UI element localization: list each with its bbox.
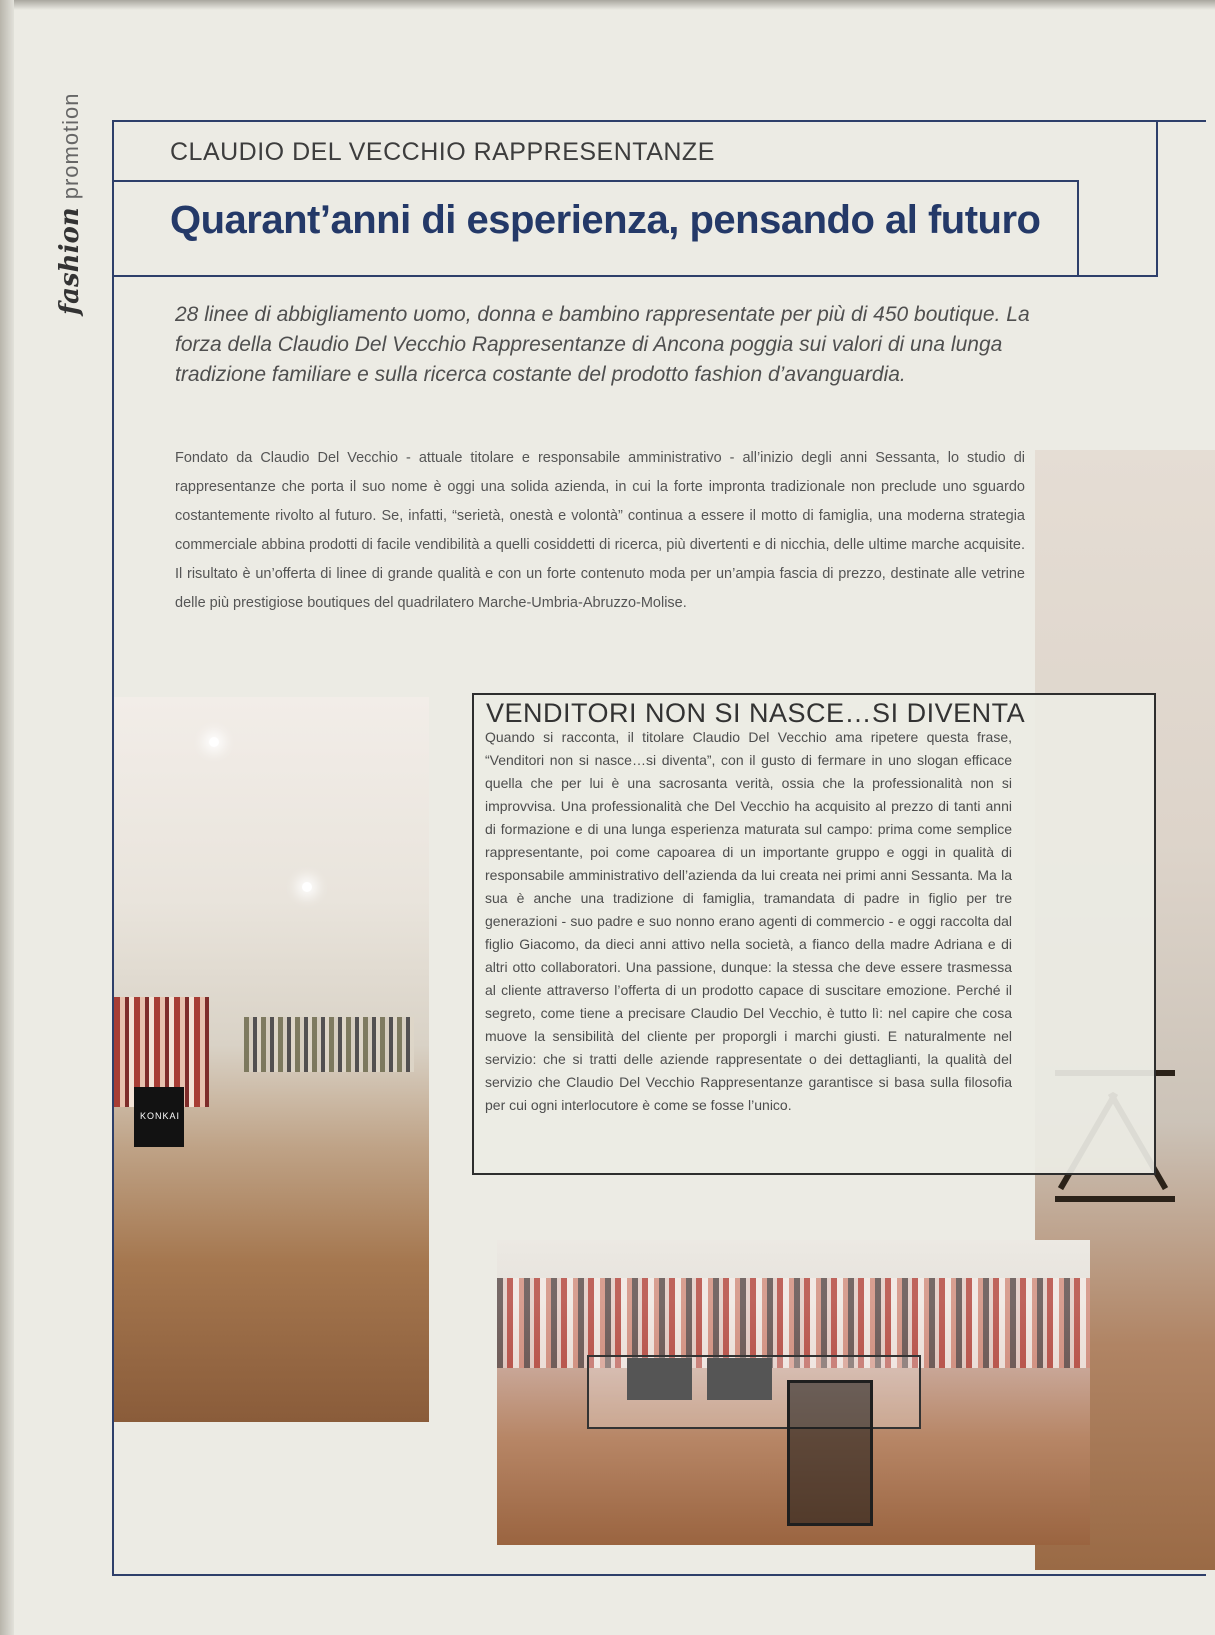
body-paragraph: Fondato da Claudio Del Vecchio - attuale titolare e responsabile amministrativo - all’inizio degli anni Sessanta, lo studio di rappresentanze che porta il suo nome è oggi una solida azienda, in cui la forte impronta tradizionale non preclude uno sguardo costantemente rivolto al futuro. Se, infatti, “serietà, onestà e volontà” continua a essere il motto di famiglia, una moderna strategia commerciale abbina prodotti di facile vendibilità a quelli cosiddetti di ricerca, più divertenti e di nicchia, delle ultime marche acquisite. Il risultato è un’offerta di linee di grande qualità e con un forte contenuto moda per un’ampia fascia di prezzo, destinate alle vetrine delle più prestigiose boutiques del quadrilatero Marche-Umbria-Abruzzo-Molise. <box>175 450 1025 611</box>
sidebar-title: VENDITORI NON SI NASCE…SI DIVENTA <box>486 698 1026 728</box>
chair-shape <box>787 1380 873 1526</box>
page-binding-edge <box>0 0 14 1635</box>
sidebar-paragraph: Quando si racconta, il titolare Claudio Del Vecchio ama ripetere questa frase, “Venditori non si nasce…si diventa”, con il gusto di fermare in uno slogan efficace quella che per lui è una sacrosanta verità, ossia che la professionalità non si improvvisa. Una professionalità che Del Vecchio ha acquisito al prezzo di tanti anni di formazione e di una lunga esperienza maturata sul campo: prima come semplice rappresentante, poi come capoarea di un importante gruppo e oggi in qualità di responsabile amministrativo dell’azienda da lui creata nei primi anni Sessanta. Ma la sua è anche una tradizione di famiglia, tramandata di padre in figlio per tre generazioni - suo padre e suo nonno erano agenti di commercio - e oggi raccolta dal figlio Giacomo, da dieci anni attivo nella società, a fianco della madre Adriana e di altri otto collaboratori. Una passione, dunque: la stessa che deve essere trasmessa al cliente attraverso l’offerta di un prodotto capace di suscitare emozione. Perché il segreto, come tiene a precisare Claudio Del Vecchio, è tutto lì: nel capire che cosa muove la sensibilità del cliente per proporgli i marchi giusti. E naturalmente nel servizio: che si tratti delle aziende rappresentate o dei dettaglianti, la qualità del servizio che Claudio Del Vecchio Rappresentanze garantisce si basa sulla filosofia per cui ogni interlocutore è come se fosse l’unico. <box>485 729 1012 1113</box>
headline: Quarant’anni di esperienza, pensando al futuro <box>170 198 1041 242</box>
company-name: CLAUDIO DEL VECCHIO RAPPRESENTANZE <box>170 138 715 166</box>
clothing-rack <box>244 1017 414 1072</box>
section-label-promotion: promotion <box>58 92 83 200</box>
ceiling-light <box>209 737 219 747</box>
brand-stand <box>134 1087 184 1147</box>
page-top-edge <box>0 0 1215 10</box>
showroom-photo-left <box>114 697 429 1422</box>
showroom-photo-bottom <box>497 1240 1090 1545</box>
section-label <box>55 92 85 315</box>
section-label-fashion: fashion <box>55 207 85 315</box>
brand-stand-label: KONKAI <box>140 1111 181 1121</box>
intro-paragraph: 28 linee di abbigliamento uomo, donna e bambino rappresentate per più di 450 boutique. La forza della Claudio Del Vecchio Rappresentanze di Ancona poggia sui valori di una lunga tradizione familiare e sulla ricerca costante del prodotto fashion d’avanguardia. <box>175 303 1030 386</box>
ceiling-light <box>302 882 312 892</box>
